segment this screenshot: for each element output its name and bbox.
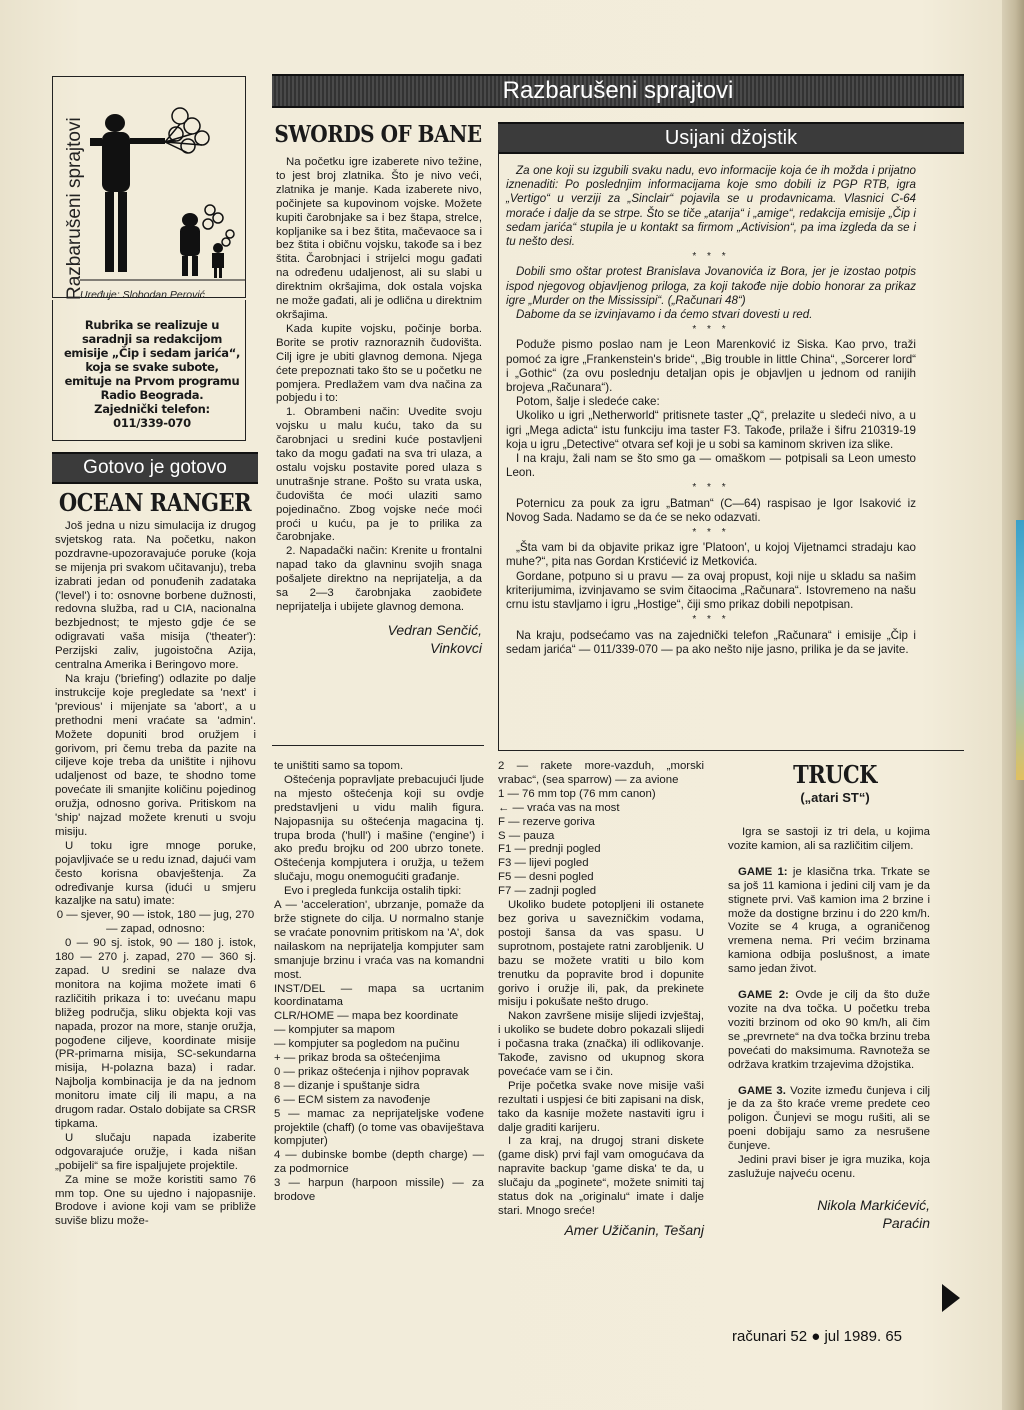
key-item: F — rezerve goriva (498, 815, 595, 828)
swords-paragraph: Na početku igre izaberete nivo težine, to jest broj zlatnika. Što je nivo veći, zlatnika je manje. Kada izaberete nivo, počinjete sa kupovinom vojske. Možete kupiti čarobnjake sa i bez štapa, strelce, kopljanike sa i bez štita, mačevaoce sa i bez štita i običnu vojsku, takođe sa i bez štita. Čarobnjaci i strijelci mogu gađati na određenu udaljenost, ali su slabi u direktnim okršajima, dok ostala vojska ne može gađati, ali je odlična u direktnim okršajima. (276, 156, 482, 321)
key-item: 0 — prikaz oštećenja i njihov popravak (274, 1065, 470, 1078)
section-banner: Razbarušeni sprajtovi (272, 74, 964, 108)
ocean-paragraph: Ukoliko budete potopljeni ili ostanete bez goriva u savezničkim vodama, postoji šansa da vas spasu. U suprotnom, postajete ratni zarobljenik. U bazu se možete vratiti u bilo kom trenutku da popravite brod i dopunite gorivo i oružje ili, pak, da prekinete misiju i pokušate nešto drugo. (498, 899, 704, 1009)
key-item: F7 — zadnji pogled (498, 885, 597, 898)
key-item: F5 — desni pogled (498, 871, 594, 884)
usijani-paragraph: Potom, šalje i sledeće cake: (516, 395, 660, 409)
key-item: INST/DEL — mapa sa ucrtanim koordinatama (274, 982, 484, 1009)
ocean-paragraph: te uništiti samo sa topom. (274, 760, 404, 772)
key-item: ← — vraća vas na most (498, 801, 620, 814)
divider (498, 150, 499, 750)
swords-paragraph: 2. Napadački način: Krenite u frontalni napad tako da glavninu svojih snaga pošaljete direktno na neprijatelja, a da sa 2—3 čarobnjaka zaobiđete neprijatelja i ubijete glavnog demona. (276, 545, 482, 613)
sprites-illustration (80, 98, 245, 288)
gotovo-band: Gotovo je gotovo (52, 452, 258, 484)
editor-caption: Uređuje: Slobodan Perović (80, 289, 205, 301)
key-item: 6 — ECM sistem za navođenje (274, 1093, 431, 1106)
truck-game (728, 866, 930, 977)
key-item: F1 — prednji pogled (498, 843, 601, 856)
usijani-paragraph: Na kraju, podsećamo vas na zajednički telefon „Računara“ i emisije „Čip i sedam jarića“ — 011/339-070 — pa ako nešto nije jasno, prilika je da se javite. (506, 628, 916, 656)
ocean-paragraph: Prije početka svake nove misije vaši rezultati i uspjesi će biti zapisani na disk, tako da kasnije možete nastaviti igru i dalje graditi karijeru. (498, 1079, 704, 1134)
ocean-ranger-text (55, 520, 256, 1229)
usijani-italic: Dabome da se izvinjavamo i da ćemo stvari dovesti u red. (516, 308, 813, 322)
ocean-paragraph: Evo i pregleda funkcija ostalih tipki: (284, 885, 462, 898)
ocean-paragraph: Još jedna u nizu simulacija iz drugog svjetskog rata. Na početku, nakon pozdravne-upozoravajuće poruke (koja se mijenja pri svakom učitavanju), treba izabrati jedan od ponuđenih zadataka ('level') i to: osnovne borbene dužnosti, redovna služba, rad u CIA, nacionalna bezbjednost; te mjesto gdje će se odigravati vaša misija ('theater'): Perzijski zaliv, jugoistočna Azija, centralna Amerika i Beringovo more. (55, 520, 256, 672)
usijani-paragraph: „Šta vam bi da objavite prikaz igre 'Platoon', u kojoj Vijetnamci stradaju kao muhe?“, pita nas Gordan Krstićević iz Metkovića. (506, 541, 916, 569)
ocean-paragraph: Za mine se može koristiti samo 76 mm top. One su ujedno i najopasnije. Brodove i avione koji vam se približe suviše blizu može- (55, 1173, 256, 1228)
usijani-band: Usijani džojstik (498, 122, 964, 154)
game-label: GAME 1: (738, 865, 788, 878)
usijani-italic: Za one koji su izgubili svaku nadu, evo informacije koja će ih možda i prijatno iznenaditi: Po poslednjim informacijama koje smo dobili iz PGP RTB, igra „Vertigo“ u verziji za „Sinclair“ pojavila se u prodavnicama. Vlasnici C-64 moraće i dalje da se strpe. Što se tiče „atarija“ i „amige“, redakcija emisije „Čip i sedam jarića“ stupila je u kontakt sa firmom „Activision“, pa ima izgleda da se i tu nešto desi. (506, 164, 916, 249)
ocean-paragraph: Nakon završene misije slijedi izvještaj, i ukoliko se budete dobro pokazali slijedi i počasna traka (značka) ili odlikovanje. Takođe, zavisno od ukupnog skora povećaće vam se i čin. (498, 1010, 704, 1078)
key-item: — kompjuter sa pogledom na pučinu (274, 1038, 460, 1051)
divider (498, 750, 964, 751)
key-item: 1 — 76 mm top (76 mm canon) (498, 787, 656, 800)
rubric-info (62, 318, 242, 430)
truck-subtitle: („atari ST“) (800, 790, 870, 805)
vertical-title (50, 80, 85, 300)
key-item: F3 — lijevi pogled (498, 857, 589, 870)
phone-label: Zajednički telefon: (94, 402, 210, 416)
game-text: Vozite između čunjeva i cilj je da za što kraće vreme predete ceo poligon. Čunjevi se mogu rušiti, ali se poeni dobijaju samo za nesrušene čunjeve. (728, 1084, 930, 1153)
ocean-paragraph: Oštećenja popravljate prebacujući ljude na mjesto oštećenja koji su ovdje predstavljeni u vidu malih figura. Najopasnija su oštećenja magacina tj. trupa broda ('hull') i mašine ('engine') i ako pređu brojku od 200 ubrzo tonete. Oštećenja kompjutera i oružja, u težem slučaju, mogu onemogućiti građanje. (274, 773, 484, 884)
usijani-paragraph: Poduže pismo poslao nam je Leon Marenković iz Siska. Kao prvo, traži pomoć za igre „Frankenstein's bride“, „Big trouble in little China“, „Sorcerer lord“ i „Gothic“ (za ovu poslednju detaljan opis je objavljen u jednom od ranijih brojeva „Računara“). (506, 338, 916, 395)
key-item: S — pauza (498, 829, 555, 842)
key-item: 5 — mamac za neprijateljske vođene projektile (chaff) (o tome vas obaviještava kompjuter) (274, 1107, 484, 1148)
game-text: je klasična trka. Trkate se sa još 11 kamiona i jedini cilj vam je da stignete prvi. Vaš kamion ima 2 brzine i može da dostigne brzinu i do 220 km/h. Vozite se 4 kruga, a ograničenog vremena nema. Pri većim brzinama kamiona odbija poslušnost, a imate samo jedan život. (728, 865, 930, 976)
divider (272, 745, 484, 746)
page-edge-strip (1016, 520, 1024, 780)
separator-stars: * * * (692, 527, 730, 539)
ocean-paragraph: U slučaju napada izaberite odgovarajuće oružje, i kada nišan „pobijeli“ sa fire ispaljujete projektile. (55, 1131, 256, 1172)
separator-stars: * * * (692, 324, 730, 336)
ocean-ranger-title: OCEAN RANGER (58, 488, 252, 517)
swords-text (276, 156, 482, 657)
key-item: + — prikaz broda sa oštećenjima (274, 1052, 441, 1065)
truck-city: Paraćin (882, 1214, 930, 1231)
ocean-paragraph: U toku igre mnoge poruke, pojavljivaće se u redu iznad, dajući vam često korisna obavještenja. Za određivanje kursa (idući u smjeru kazaljke na satu) imate: (55, 839, 256, 908)
swords-author: Vedran Senčić, (387, 621, 482, 638)
swords-paragraph: Kada kupite vojsku, počinje borba. Borite se protiv raznoraznih čudovišta. Cilj igre je ubiti glavnog demona. Njega ćete prepoznati tako što se u početku ne pomjera. Predlažem vam dva načina za pobjedu i to: (276, 322, 482, 405)
usijani-italic: Dobili smo oštar protest Branislava Jovanovića iz Bora, jer je izostao potpis ispod njegovog objavljenog priloga, za koji takođe nije dobio honorar za prikaz igre „Murder on the Mississipi“. („Računari 48“) (506, 265, 916, 307)
key-item: 3 — harpun (harpoon missile) — za brodove (274, 1177, 484, 1204)
truck-outro: Jedini pravi biser je igra muzika, koja zaslužuje najveću ocenu. (728, 1154, 930, 1180)
usijani-paragraph: Ukoliko u igri „Netherworld“ pritisnete taster „Q“, prelazite u sledeći nivo, a u igri „Mega adicta“ istu funkciju ima taster F3. Takođe, prilaže i šifru 210319-19 koja u igru „Detective“ otvara sef koji je u sobi sa kaminom skriven iza slike. (506, 409, 916, 451)
key-item: A — 'acceleration', ubrzanje, pomaže da brže stignete do cilja. U normalno stanje se vraćate ponovnim pritiskom na 'A', dok nailaskom na neprijatelja kompjuter sam smanjuje brzinu i vraća vas na komandni most. (274, 899, 484, 981)
ocean-paragraph: 0 — 90 sj. istok, 90 — 180 j. istok, 180 — 270 j. zapad, 270 — 360 sj. zapad. U sredini se nalaze dva monitora na kojima možete imati 6 različitih prikaza i to: uvećanu mapu bližeg područja, sliku objekta koji vas napada, prozor na more, stanje oružja, pogođene ciljeve, koordinate misije (PR-primarna misija, SC-sekundarna misija, H-polazna baza) i radar. Najbolja kombinacija je da na jednom monitoru imate cilj ili mapu, a na drugom radar. Ostalo dobijate sa CRSR tipkama. (55, 937, 256, 1130)
swords-paragraph: 1. Obrambeni način: Uvedite svoju vojsku u malu kuću, tako da su čarobnjaci u sredini kuće postavljeni tako da mogu gađati na sva tri ulaza, a ostalu vojsku postavite pored ulaza s unutrašnje strane. Pošto su vrata uska, čudovišta će moći ulaziti samo pojedinačno. Zbog vojske neće moći proći u kuću, pa je to prilika za čarobnjake. (276, 406, 482, 544)
game-label: GAME 3. (738, 1084, 786, 1097)
truck-title: TRUCK (793, 760, 877, 789)
separator-stars: * * * (692, 251, 730, 263)
usijani-paragraph: Gordane, potpuno si u pravu — za ovaj propust, koji nije u skladu sa našim kriterijumima, izvinjavamo se svim čitaocima „Računara“. Istovremeno na našu crnu istu stavljamo i igru „Hostige“, čiji smo prikaz dobili nepotpisan. (506, 569, 916, 612)
key-item: 8 — dizanje i spuštanje sidra (274, 1079, 420, 1092)
key-item: — kompjuter sa mapom (274, 1024, 395, 1037)
swords-title: SWORDS OF BANE (274, 120, 482, 148)
ocean-ranger-continued-2 (498, 760, 704, 1239)
page-footer: računari 52 ● jul 1989. 65 (732, 1328, 903, 1345)
truck-text (728, 826, 930, 1232)
game-text: Ovde je cilj da što duže vozite na dva točka. U početku treba voziti brzinom od oko 90 km/h, ali čim se „prevrnete“ na dva točka brzinu treba povećati do maksimuma. Ravnoteža se održava kratkim trzajevima džojstika. (728, 989, 930, 1071)
key-item: 4 — dubinske bombe (depth charge) — za podmornice (274, 1149, 484, 1176)
swords-city: Vinkovci (430, 639, 482, 656)
separator-stars: * * * (692, 482, 730, 494)
ocean-paragraph: I za kraj, na drugoj strani diskete (game disk) prvi fajl vam omogućava da napravite backup 'game diska' te da, u slučaju da „poginete“, možete snimiti taj status dok na „originalu“ imate i dalje stari. Mnogo sreće! (498, 1135, 704, 1217)
separator-stars: * * * (692, 614, 730, 626)
rubric-text: Rubrika se realizuje u saradnji sa redakcijom emisije „Čip i sedam jarića“, koja se svake subote, emituje na Prvom programu Radio Beograda. (63, 318, 241, 402)
truck-game (728, 1085, 930, 1155)
vertical-title-text: Razbarušeni sprajtovi (64, 117, 85, 300)
game-label: GAME 2: (738, 989, 789, 1002)
ocean-ranger-continued (274, 760, 484, 1205)
ocean-paragraph: Na kraju ('briefing') odlazite po dalje instrukcije koje pregledate sa 'next' i 'previous' i mijenjate sa 'abort', a u prethodni meni vraćate sa 'admin'. Možete dopuniti brod oružjem i gorivom, pri čemu treba da pazite na ciljeve koje treba da uništite i njihovu udaljenost od baze, te shodno tome povećate ili smanjite količinu pojedinog oružja, odnosno goriva. Pritiskom na 'ship' najzad možete krenuti u svoju misiju. (55, 672, 256, 838)
ocean-author: Amer Užičanin, Tešanj (564, 1221, 704, 1238)
key-item: CLR/HOME — mapa bez koordinate (274, 1010, 459, 1023)
usijani-paragraph: I na kraju, žali nam se što smo ga — omaškom — potpisali sa Leon umesto Leon. (506, 452, 916, 480)
truck-intro: Igra se sastoji iz tri dela, u kojima vozite kamion, ali sa različitim ciljem. (728, 826, 930, 852)
key-item: 2 — rakete more-vazduh, „morski vrabac“, (sea sparrow) — za avione (498, 760, 704, 786)
phone-number: 011/339-070 (113, 416, 191, 430)
truck-author: Nikola Markićević, (817, 1196, 930, 1213)
usijani-text (506, 164, 916, 657)
continue-arrow-icon (942, 1284, 960, 1312)
ocean-paragraph: 0 — sjever, 90 — istok, 180 — jug, 270 — zapad, odnosno: (56, 909, 255, 936)
truck-game (728, 989, 930, 1072)
usijani-paragraph: Poternicu za pouk za igru „Batman“ (C—64) raspisao je Igor Isaković iz Novog Sada. Nadamo se da će se neko odazvati. (506, 496, 916, 524)
